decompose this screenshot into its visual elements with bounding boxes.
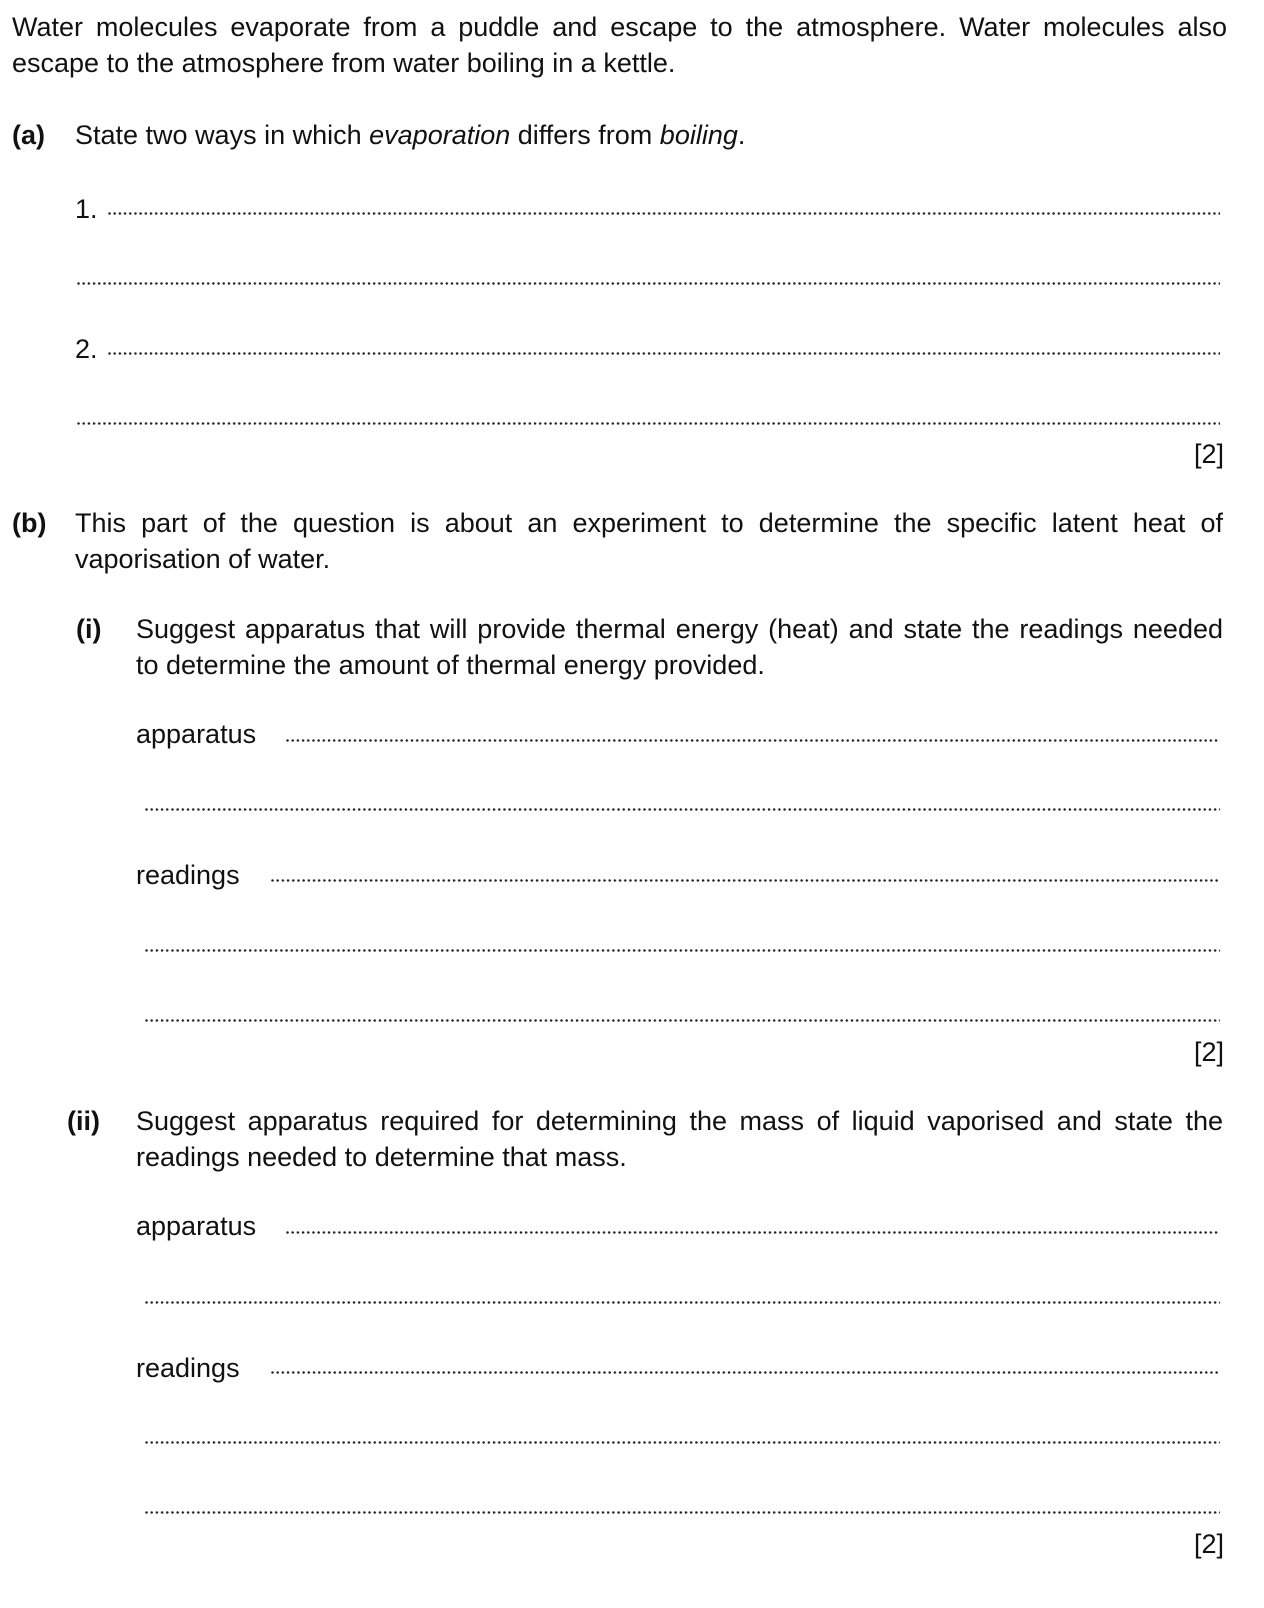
part-b-ii-apparatus-line-1[interactable] (286, 1231, 1220, 1234)
part-b-i-readings-line-3[interactable] (145, 1019, 1220, 1022)
part-b-i-stem: Suggest apparatus that will provide thermal energy (heat) and state the readings needed to determine the amount of thermal energy provided. (136, 614, 1223, 680)
part-b-ii-readings-line-3[interactable] (145, 1511, 1220, 1514)
part-b-label: (b) (12, 508, 47, 538)
part-b-stem: This part of the question is about an experiment to determine the specific latent heat of vaporisation of water. (75, 508, 1223, 574)
part-a-stem-text-3: . (737, 120, 746, 150)
part-b-ii-readings-line-2[interactable] (145, 1441, 1220, 1444)
part-b-i-readings-line-1[interactable] (271, 879, 1220, 882)
part-b-i-marks: [2] (1193, 1037, 1224, 1067)
part-a-answer-line-1[interactable] (108, 212, 1220, 215)
part-a-stem-text-2: differs from (510, 120, 660, 150)
part-b-ii-readings-label: readings (136, 1353, 240, 1383)
part-a-marks: [2] (1193, 439, 1224, 469)
part-b-i-apparatus-line-2[interactable] (145, 808, 1220, 811)
question-intro: Water molecules evaporate from a puddle and escape to the atmosphere. Water molecules also escape to the atmosphere from water boiling in a kettle. (12, 12, 1227, 78)
part-b-ii-stem: Suggest apparatus required for determining the mass of liquid vaporised and state the readings needed to determine that mass. (136, 1106, 1223, 1172)
part-b-ii-label: (ii) (67, 1106, 100, 1136)
part-a-stem-term-boiling: boiling (659, 120, 738, 150)
part-a-answer-line-2[interactable] (77, 282, 1220, 285)
part-b-ii-marks: [2] (1193, 1529, 1224, 1559)
part-b-i-readings-label: readings (136, 860, 240, 890)
part-b-ii-readings-line-1[interactable] (271, 1371, 1220, 1374)
part-a-label: (a) (12, 120, 45, 150)
part-b-i-readings-line-2[interactable] (145, 949, 1220, 952)
part-b-ii-apparatus-label: apparatus (136, 1211, 257, 1241)
part-a-stem-text-1: State two ways in which (75, 120, 370, 150)
part-b-ii-apparatus-line-2[interactable] (145, 1301, 1220, 1304)
part-b-i-apparatus-line-1[interactable] (286, 739, 1220, 742)
part-a-answer-line-3[interactable] (108, 352, 1220, 355)
part-a-item-2-number: 2. (75, 334, 98, 364)
part-a-item-1-number: 1. (75, 194, 98, 224)
part-b-i-apparatus-label: apparatus (136, 719, 257, 749)
part-b-i-label: (i) (76, 614, 102, 644)
part-a-stem-term-evaporation: evaporation (369, 120, 511, 150)
part-a-answer-line-4[interactable] (77, 422, 1220, 425)
part-a-stem (75, 117, 745, 153)
